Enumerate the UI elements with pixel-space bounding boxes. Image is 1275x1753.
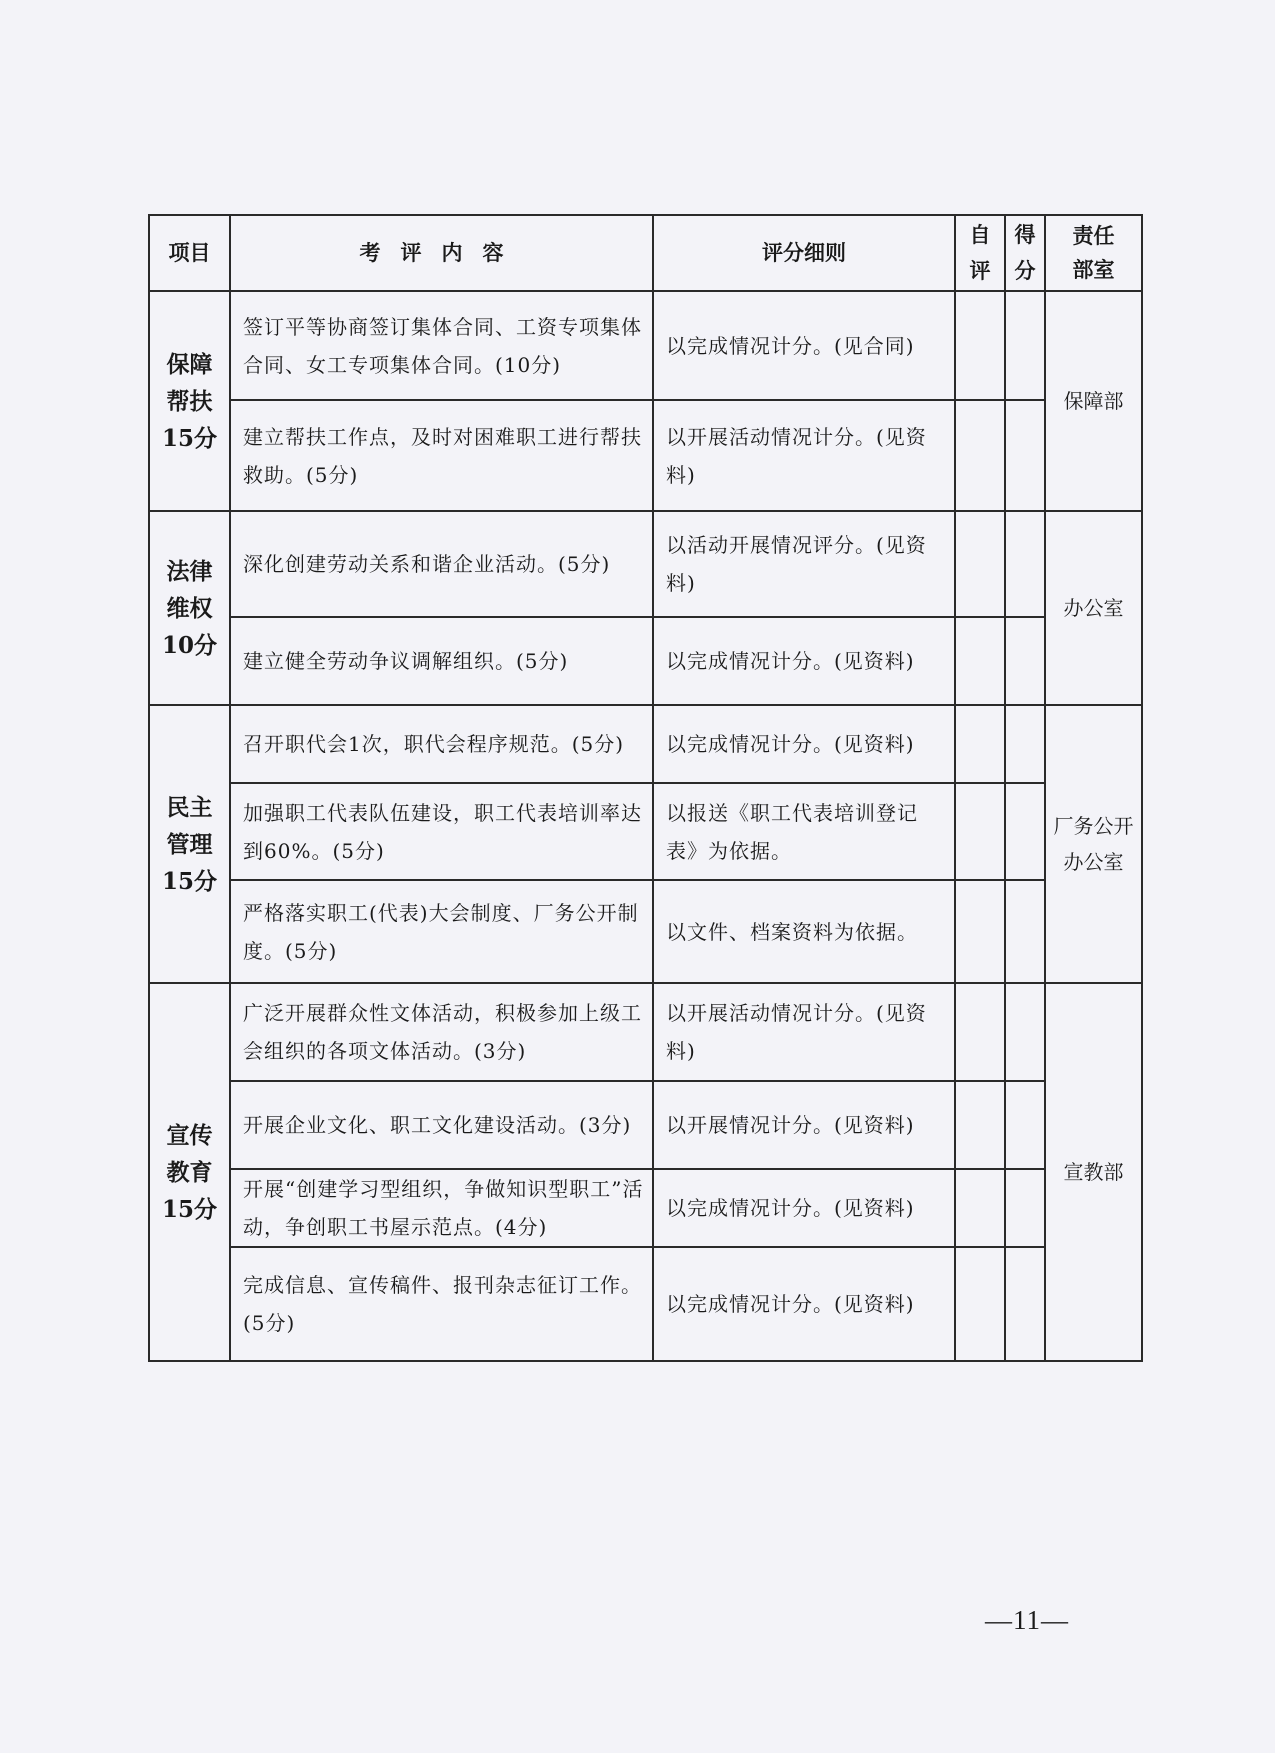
rule-cell: 以开展活动情况计分。(见资料)	[653, 400, 955, 511]
score-cell[interactable]	[1005, 1169, 1045, 1247]
self-eval-cell[interactable]	[955, 983, 1005, 1081]
self-eval-cell[interactable]	[955, 880, 1005, 983]
score-cell[interactable]	[1005, 291, 1045, 400]
header-score	[1005, 215, 1045, 291]
rule-cell: 以完成情况计分。(见资料)	[653, 705, 955, 783]
header-item: 项目	[149, 215, 230, 291]
header-dept-2: 部室	[1072, 257, 1115, 282]
header-score-1: 得	[1014, 222, 1036, 247]
header-self-eval	[955, 215, 1005, 291]
rule-cell: 以报送《职工代表培训登记表》为依据。	[653, 783, 955, 880]
rule-cell: 以完成情况计分。(见合同)	[653, 291, 955, 400]
header-score-2: 分	[1014, 258, 1036, 283]
content-cell: 签订平等协商签订集体合同、工资专项集体合同、女工专项集体合同。(10分)	[230, 291, 653, 400]
header-department	[1045, 215, 1142, 291]
table-row	[149, 1247, 1142, 1361]
content-cell: 严格落实职工(代表)大会制度、厂务公开制度。(5分)	[230, 880, 653, 983]
self-eval-cell[interactable]	[955, 511, 1005, 617]
content-cell: 完成信息、宣传稿件、报刊杂志征订工作。(5分)	[230, 1247, 653, 1361]
department-cell: 厂务公开 办公室	[1045, 705, 1142, 983]
table-row	[149, 617, 1142, 705]
score-cell[interactable]	[1005, 1081, 1045, 1169]
self-eval-cell[interactable]	[955, 783, 1005, 880]
header-rule: 评分细则	[653, 215, 955, 291]
rule-cell: 以文件、档案资料为依据。	[653, 880, 955, 983]
department-cell: 宣教部	[1045, 983, 1142, 1361]
rule-cell: 以完成情况计分。(见资料)	[653, 1169, 955, 1247]
self-eval-cell[interactable]	[955, 705, 1005, 783]
rule-cell: 以开展情况计分。(见资料)	[653, 1081, 955, 1169]
page-number: —11—	[985, 1605, 1069, 1635]
table-row	[149, 1169, 1142, 1247]
self-eval-cell[interactable]	[955, 291, 1005, 400]
header-dept-1: 责任	[1072, 223, 1115, 248]
content-cell: 建立健全劳动争议调解组织。(5分)	[230, 617, 653, 705]
score-cell[interactable]	[1005, 511, 1045, 617]
table-row	[149, 400, 1142, 511]
table-row	[149, 291, 1142, 400]
rule-cell: 以开展活动情况计分。(见资料)	[653, 983, 955, 1081]
evaluation-table	[148, 214, 1143, 1362]
score-cell[interactable]	[1005, 617, 1045, 705]
score-cell[interactable]	[1005, 983, 1045, 1081]
score-cell[interactable]	[1005, 880, 1045, 983]
score-cell[interactable]	[1005, 1247, 1045, 1361]
department-cell: 保障部	[1045, 291, 1142, 511]
category-cell: 宣传 教育 15分	[149, 983, 230, 1361]
department-cell: 办公室	[1045, 511, 1142, 705]
content-cell: 深化创建劳动关系和谐企业活动。(5分)	[230, 511, 653, 617]
table-row	[149, 983, 1142, 1081]
category-cell: 法律 维权 10分	[149, 511, 230, 705]
rule-cell: 以活动开展情况评分。(见资料)	[653, 511, 955, 617]
self-eval-cell[interactable]	[955, 400, 1005, 511]
score-cell[interactable]	[1005, 400, 1045, 511]
category-cell: 保障 帮扶 15分	[149, 291, 230, 511]
table-row	[149, 705, 1142, 783]
table-row	[149, 783, 1142, 880]
header-self-eval-2: 评	[969, 258, 991, 283]
content-cell: 召开职代会1次，职代会程序规范。(5分)	[230, 705, 653, 783]
rule-cell: 以完成情况计分。(见资料)	[653, 1247, 955, 1361]
header-content: 考评内容	[230, 215, 653, 291]
table-row	[149, 880, 1142, 983]
table-row	[149, 511, 1142, 617]
score-cell[interactable]	[1005, 783, 1045, 880]
self-eval-cell[interactable]	[955, 1081, 1005, 1169]
score-cell[interactable]	[1005, 705, 1045, 783]
content-cell: 加强职工代表队伍建设，职工代表培训率达到60%。(5分)	[230, 783, 653, 880]
header-self-eval-1: 自	[969, 222, 991, 247]
table-row	[149, 1081, 1142, 1169]
self-eval-cell[interactable]	[955, 1169, 1005, 1247]
content-cell: 广泛开展群众性文体活动，积极参加上级工会组织的各项文体活动。(3分)	[230, 983, 653, 1081]
content-cell: 开展“创建学习型组织，争做知识型职工”活动，争创职工书屋示范点。(4分)	[230, 1169, 653, 1247]
self-eval-cell[interactable]	[955, 617, 1005, 705]
content-cell: 建立帮扶工作点，及时对困难职工进行帮扶救助。(5分)	[230, 400, 653, 511]
category-cell: 民主 管理 15分	[149, 705, 230, 983]
rule-cell: 以完成情况计分。(见资料)	[653, 617, 955, 705]
content-cell: 开展企业文化、职工文化建设活动。(3分)	[230, 1081, 653, 1169]
header-row	[149, 215, 1142, 291]
self-eval-cell[interactable]	[955, 1247, 1005, 1361]
